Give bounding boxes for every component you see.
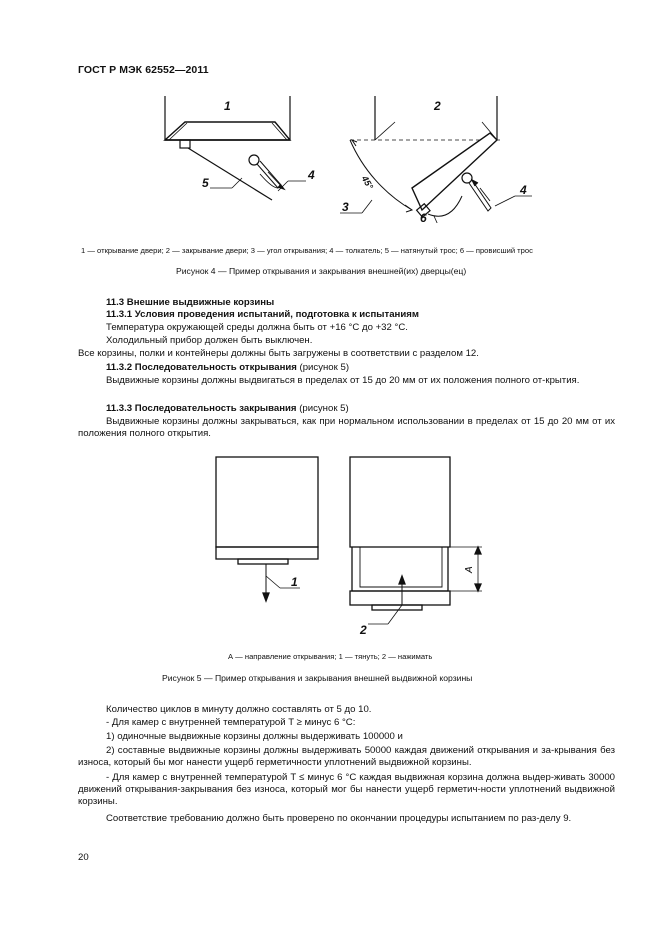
section-11-3-2-heading xyxy=(78,362,615,374)
fig5-right-handle xyxy=(372,605,422,610)
fig5-left-drawer-front xyxy=(216,547,318,559)
figure-5-diagram xyxy=(200,452,500,642)
page-number: 20 xyxy=(78,852,89,863)
paragraph-opening: Выдвижные корзины должны выдвигаться в пределах от 15 до 20 мм от их положения полного от-крытия. xyxy=(106,375,580,386)
fig4-label-4-left: 4 xyxy=(308,168,315,182)
fig4-closed-door xyxy=(165,122,290,140)
fig5-label-A: А xyxy=(464,566,475,573)
fig5-label-1: 1 xyxy=(291,575,298,589)
fig4-label-2: 2 xyxy=(434,99,441,113)
fig5-right-cabinet xyxy=(350,457,450,547)
section-11-3-heading: 11.3 Внешние выдвижные корзины xyxy=(106,297,275,308)
figure-4-diagram xyxy=(150,88,550,223)
fig5-left-handle xyxy=(238,559,288,564)
section-11-3-2-title: 11.3.2 Последовательность открывания xyxy=(106,362,297,373)
fig4-angle-label: 45° xyxy=(359,174,376,191)
paragraph-condition-1: - Для камер с внутренней температурой T ≥ минус 6 °С: xyxy=(106,717,356,728)
section-11-3-3-title: 11.3.3 Последовательность закрывания xyxy=(106,403,297,414)
section-11-3-2-ref: (рисунок 5) xyxy=(296,362,350,373)
fig4-pusher-left xyxy=(249,155,259,165)
fig5-label-2: 2 xyxy=(360,623,367,637)
fig4-label-5: 5 xyxy=(202,176,209,190)
fig4-pusher-right xyxy=(462,173,472,183)
fig5-left-cabinet xyxy=(216,457,318,547)
section-11-3-3-heading xyxy=(78,403,615,415)
list-item-2: 2) составные выдвижные корзины должны выдерживать 50000 каждая движений открывания и за-крывания без износа, который бы мог нанести ущерб герметичности уплотнений выдвижной корзины. xyxy=(78,745,615,768)
fig4-handle-left xyxy=(180,140,190,148)
fig5-right-drawer-front xyxy=(350,591,450,605)
fig4-angle-arc xyxy=(350,140,412,210)
paragraph-cycles: Количество циклов в минуту должно составлять от 5 до 10. xyxy=(106,704,372,715)
figure-4-legend: 1 — открывание двери; 2 — закрывание двери; 3 — угол открывания; 4 — толкатель; 5 — натянутый трос; 6 — провисший трос xyxy=(81,246,533,255)
section-11-3-3-ref: (рисунок 5) xyxy=(296,403,349,414)
paragraph-loading: Все корзины, полки и контейнеры должны быть загружены в соответствии с разделом 12. xyxy=(78,348,479,359)
figure-5-title: Рисунок 5 — Пример открывания и закрывания внешней выдвижной корзины xyxy=(162,673,473,683)
paragraph-closing: Выдвижные корзины должны закрываться, как при нормальном использовании в пределах от 15 до 20 мм от их положения полного открытия. xyxy=(78,416,615,439)
paragraph-switched-off: Холодильный прибор должен быть выключен. xyxy=(106,335,313,346)
section-11-3-1-heading: 11.3.1 Условия проведения испытаний, подготовка к испытаниям xyxy=(106,309,419,320)
figure-5-legend: А — направление открывания; 1 — тянуть; 2 — нажимать xyxy=(228,652,433,661)
figure-4-title: Рисунок 4 — Пример открывания и закрывания внешней(их) дверцы(ец) xyxy=(176,266,467,276)
paragraph-temperature: Температура окружающей среды должна быть от +16 °С до +32 °С. xyxy=(106,322,408,333)
fig4-label-3: 3 xyxy=(342,200,349,214)
fig4-label-4-right: 4 xyxy=(520,183,527,197)
paragraph-condition-2: - Для камер с внутренней температурой T ≤ минус 6 °С каждая выдвижная корзина должна выдер-живать 30000 движений открывания-закрывания без износа, который мог бы нанести ущерб герметич-ности уплотнений выдвижной корзины. xyxy=(78,772,615,807)
fig4-taut-cable xyxy=(188,148,272,200)
document-header: ГОСТ Р МЭК 62552—2011 xyxy=(78,64,209,76)
paragraph-conformity: Соответствие требованию должно быть проверено по окончании процедуры испытанием по раз-делу 9. xyxy=(106,813,572,824)
fig4-label-1: 1 xyxy=(224,99,231,113)
list-item-1: 1) одиночные выдвижные корзины должны выдерживать 100000 и xyxy=(106,731,403,742)
fig4-label-6: 6 xyxy=(420,211,427,223)
